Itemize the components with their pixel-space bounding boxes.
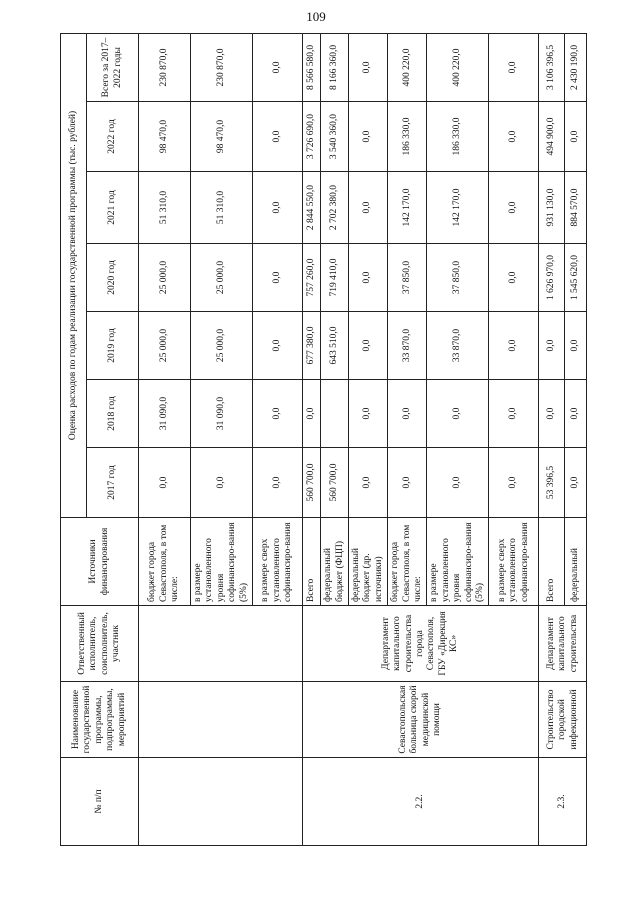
cell-value: 0,0 bbox=[565, 380, 587, 448]
header-year: 2022 год bbox=[87, 102, 139, 172]
cell-value: 0,0 bbox=[388, 448, 427, 518]
cell-executor: Департамент капитального строительства bbox=[539, 606, 587, 682]
cell-value: 3 106 396,5 bbox=[539, 33, 565, 101]
cell-value: 0,0 bbox=[191, 448, 253, 518]
page-number: 109 bbox=[306, 9, 326, 24]
cell-no bbox=[139, 758, 303, 846]
rotated-table-container bbox=[60, 34, 581, 846]
cell-value: 757 260,0 bbox=[303, 244, 321, 312]
header-year: 2018 год bbox=[87, 380, 139, 448]
cell-value: 51 310,0 bbox=[191, 172, 253, 244]
table-body bbox=[139, 33, 587, 845]
cell-value: 0,0 bbox=[565, 448, 587, 518]
cell-name: Строительство городской инфекционной bbox=[539, 682, 587, 758]
cell-value: 0,0 bbox=[253, 448, 303, 518]
cell-value: 884 570,0 bbox=[565, 172, 587, 244]
cell-value: 0,0 bbox=[349, 172, 388, 244]
table-row bbox=[539, 33, 565, 845]
cell-value: 494 900,0 bbox=[539, 102, 565, 172]
cell-source: в размере сверх установленного софинансиро-вания bbox=[489, 518, 539, 606]
header-year: 2017 год bbox=[87, 448, 139, 518]
cell-value: 186 330,0 bbox=[427, 102, 489, 172]
cell-value: 25 000,0 bbox=[191, 312, 253, 380]
cell-value: 142 170,0 bbox=[388, 172, 427, 244]
cell-value: 0,0 bbox=[489, 33, 539, 101]
cell-value: 0,0 bbox=[349, 102, 388, 172]
cell-value: 0,0 bbox=[489, 312, 539, 380]
cell-value: 230 870,0 bbox=[191, 33, 253, 101]
cell-value: 0,0 bbox=[489, 448, 539, 518]
cell-value: 0,0 bbox=[349, 244, 388, 312]
cell-source: в размере установленного уровня софинансиро-вания (5%) bbox=[427, 518, 489, 606]
table-row bbox=[139, 33, 191, 845]
cell-source: бюджет города Севастополя, в том числе: bbox=[388, 518, 427, 606]
cell-no: 2.3. bbox=[539, 758, 587, 846]
cell-value bbox=[321, 380, 349, 448]
cell-value: 0,0 bbox=[489, 102, 539, 172]
cell-source: бюджет города Севастополя, в том числе: bbox=[139, 518, 191, 606]
cell-value: 8 166 360,0 bbox=[321, 33, 349, 101]
cell-value: 51 310,0 bbox=[139, 172, 191, 244]
budget-table bbox=[60, 33, 587, 846]
cell-value: 0,0 bbox=[489, 172, 539, 244]
cell-value: 0,0 bbox=[489, 244, 539, 312]
cell-value: 0,0 bbox=[565, 102, 587, 172]
cell-value: 31 090,0 bbox=[139, 380, 191, 448]
cell-value: 142 170,0 bbox=[427, 172, 489, 244]
cell-value: 0,0 bbox=[253, 380, 303, 448]
cell-value: 186 330,0 bbox=[388, 102, 427, 172]
cell-value: 0,0 bbox=[539, 380, 565, 448]
cell-source: Всего bbox=[539, 518, 565, 606]
cell-source: в размере сверх установленного софинансиро-вания bbox=[253, 518, 303, 606]
cell-value: 2 430 190,0 bbox=[565, 33, 587, 101]
header-name: Наименование государственной программы, подпрограммы, мероприятий bbox=[61, 682, 139, 758]
cell-value: 8 566 580,0 bbox=[303, 33, 321, 101]
cell-value: 0,0 bbox=[303, 380, 321, 448]
cell-value: 0,0 bbox=[427, 380, 489, 448]
cell-value: 98 470,0 bbox=[139, 102, 191, 172]
cell-value: 0,0 bbox=[253, 312, 303, 380]
cell-value: 560 700,0 bbox=[321, 448, 349, 518]
cell-executor bbox=[139, 606, 303, 682]
cell-value: 2 702 380,0 bbox=[321, 172, 349, 244]
header-year: 2020 год bbox=[87, 244, 139, 312]
cell-value: 31 090,0 bbox=[191, 380, 253, 448]
cell-value: 0,0 bbox=[539, 312, 565, 380]
cell-value: 931 130,0 bbox=[539, 172, 565, 244]
cell-source: федеральный бюджет (др. источники) bbox=[349, 518, 388, 606]
cell-value: 0,0 bbox=[253, 244, 303, 312]
cell-value: 0,0 bbox=[349, 380, 388, 448]
table-row bbox=[303, 33, 321, 845]
cell-value: 0,0 bbox=[427, 448, 489, 518]
header-year: 2019 год bbox=[87, 312, 139, 380]
header-executor: Ответственный исполнитель, соисполнитель, участник bbox=[61, 606, 139, 682]
cell-value: 560 700,0 bbox=[303, 448, 321, 518]
cell-source: в размере установленного уровня софинансиро-вания (5%) bbox=[191, 518, 253, 606]
cell-value: 230 870,0 bbox=[139, 33, 191, 101]
cell-value: 3 540 360,0 bbox=[321, 102, 349, 172]
cell-value: 0,0 bbox=[489, 380, 539, 448]
cell-value: 3 726 690,0 bbox=[303, 102, 321, 172]
cell-source: федеральный бюджет (ФЦП) bbox=[321, 518, 349, 606]
cell-value: 2 844 550,0 bbox=[303, 172, 321, 244]
cell-value: 37 850,0 bbox=[388, 244, 427, 312]
header-source: Источники финансирования bbox=[61, 518, 139, 606]
header-no: № п/п bbox=[61, 758, 139, 846]
cell-value: 0,0 bbox=[349, 312, 388, 380]
cell-name bbox=[139, 682, 303, 758]
cell-value: 25 000,0 bbox=[139, 312, 191, 380]
cell-value: 0,0 bbox=[349, 33, 388, 101]
cell-name: Севастопольская больница скорой медицинской помощи bbox=[303, 682, 539, 758]
cell-value: 400 220,0 bbox=[427, 33, 489, 101]
header-estimate: Оценка расходов по годам реализации государственной программы (тыс. рублей) bbox=[61, 33, 87, 517]
cell-value: 0,0 bbox=[349, 448, 388, 518]
cell-no: 2.2. bbox=[303, 758, 539, 846]
cell-value: 0,0 bbox=[139, 448, 191, 518]
cell-value: 0,0 bbox=[253, 102, 303, 172]
cell-value: 25 000,0 bbox=[191, 244, 253, 312]
cell-value: 677 380,0 bbox=[303, 312, 321, 380]
cell-value: 37 850,0 bbox=[427, 244, 489, 312]
header-year: Всего за 2017–2022 годы bbox=[87, 33, 139, 101]
cell-value: 98 470,0 bbox=[191, 102, 253, 172]
cell-value: 1 545 620,0 bbox=[565, 244, 587, 312]
header-row-top bbox=[61, 33, 87, 845]
cell-source: федеральный bbox=[565, 518, 587, 606]
header-year: 2021 год bbox=[87, 172, 139, 244]
budget-table-wrapper bbox=[60, 34, 581, 846]
cell-value: 33 870,0 bbox=[427, 312, 489, 380]
cell-value: 0,0 bbox=[253, 33, 303, 101]
cell-value: 0,0 bbox=[565, 312, 587, 380]
cell-value: 1 626 970,0 bbox=[539, 244, 565, 312]
cell-value: 400 220,0 bbox=[388, 33, 427, 101]
cell-value: 643 510,0 bbox=[321, 312, 349, 380]
cell-value: 719 410,0 bbox=[321, 244, 349, 312]
cell-value: 25 000,0 bbox=[139, 244, 191, 312]
cell-source: Всего bbox=[303, 518, 321, 606]
cell-value: 0,0 bbox=[253, 172, 303, 244]
cell-value: 0,0 bbox=[388, 380, 427, 448]
cell-executor: Департамент капитального строительства города Севастополя, ГБУ «Дирекция КС» bbox=[303, 606, 539, 682]
cell-value: 53 396,5 bbox=[539, 448, 565, 518]
cell-value: 33 870,0 bbox=[388, 312, 427, 380]
